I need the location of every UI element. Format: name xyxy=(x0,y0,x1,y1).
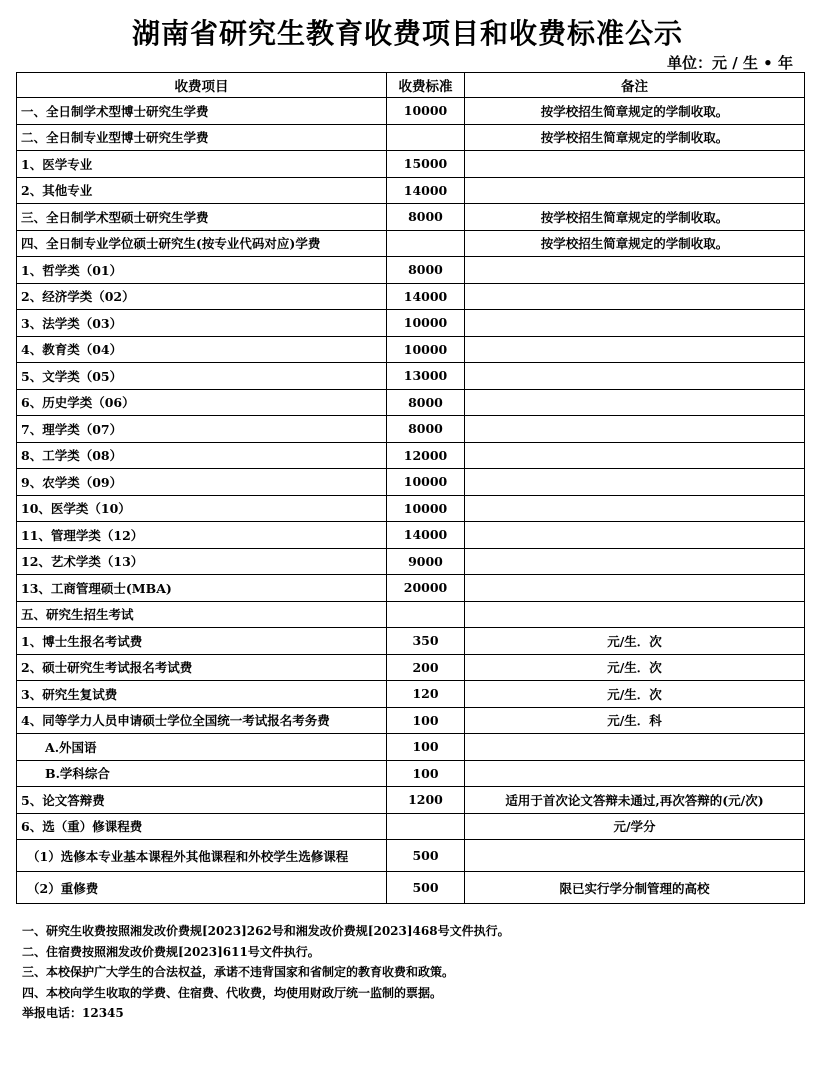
fee-note xyxy=(465,151,805,178)
page-title: 湖南省研究生教育收费项目和收费标准公示 xyxy=(131,17,683,50)
fee-item: 11、管理学类（12） xyxy=(17,522,387,549)
fee-note xyxy=(465,363,805,390)
fee-note: 元/生．次 xyxy=(465,654,805,681)
table-row xyxy=(17,575,805,602)
fee-item: 2、经济学类（02） xyxy=(17,283,387,310)
fee-table xyxy=(16,72,805,904)
table-row xyxy=(17,389,805,416)
table-row xyxy=(17,495,805,522)
fee-item: 6、选（重）修课程费 xyxy=(17,813,387,840)
table-row xyxy=(17,336,805,363)
table-row xyxy=(17,760,805,787)
fee-item: 5、论文答辩费 xyxy=(17,787,387,814)
fee-note xyxy=(465,469,805,496)
fee-standard: 8000 xyxy=(387,416,465,443)
fee-note xyxy=(465,310,805,337)
fee-standard xyxy=(387,813,465,840)
table-row xyxy=(17,310,805,337)
fee-item: 3、法学类（03） xyxy=(17,310,387,337)
fee-standard: 120 xyxy=(387,681,465,708)
fee-item: 5、文学类（05） xyxy=(17,363,387,390)
table-row xyxy=(17,363,805,390)
table-row xyxy=(17,416,805,443)
fee-item: 五、研究生招生考试 xyxy=(17,601,387,628)
fee-item: 2、硕士研究生考试报名考试费 xyxy=(17,654,387,681)
fee-standard: 10000 xyxy=(387,310,465,337)
table-row xyxy=(17,787,805,814)
footnote-3: 三、本校保护广大学生的合法权益，承诺不违背国家和省制定的教育收费和政策。 xyxy=(22,965,455,980)
table-row xyxy=(17,257,805,284)
fee-item: 1、哲学类（01） xyxy=(17,257,387,284)
fee-item: 4、同等学力人员申请硕士学位全国统一考试报名考务费 xyxy=(17,707,387,734)
fee-standard: 9000 xyxy=(387,548,465,575)
fee-standard: 13000 xyxy=(387,363,465,390)
table-row xyxy=(17,98,805,125)
table-row xyxy=(17,548,805,575)
header-item: 收费项目 xyxy=(17,73,387,98)
table-row xyxy=(17,469,805,496)
fee-standard: 14000 xyxy=(387,177,465,204)
fee-note xyxy=(465,283,805,310)
table-row xyxy=(17,230,805,257)
fee-standard: 350 xyxy=(387,628,465,655)
fee-item: 二、全日制专业型博士研究生学费 xyxy=(17,124,387,151)
fee-standard: 8000 xyxy=(387,204,465,231)
table-row xyxy=(17,204,805,231)
fee-item: 1、医学专业 xyxy=(17,151,387,178)
header-note: 备注 xyxy=(465,73,805,98)
fee-item: 10、医学类（10） xyxy=(17,495,387,522)
table-row xyxy=(17,177,805,204)
fee-standard: 500 xyxy=(387,872,465,904)
table-row xyxy=(17,707,805,734)
footnote-2: 二、住宿费按照湘发改价费规[2023]611号文件执行。 xyxy=(22,944,320,959)
table-row xyxy=(17,601,805,628)
fee-standard: 15000 xyxy=(387,151,465,178)
fee-standard: 100 xyxy=(387,734,465,761)
fee-note xyxy=(465,734,805,761)
table-header-row xyxy=(17,73,805,98)
fee-item: 8、工学类（08） xyxy=(17,442,387,469)
fee-item: A.外国语 xyxy=(17,734,387,761)
fee-standard xyxy=(387,230,465,257)
footnote-1: 一、研究生收费按照湘发改价费规[2023]262号和湘发改价费规[2023]468号文件执行。 xyxy=(22,924,510,938)
fee-note xyxy=(465,389,805,416)
footnote-4: 四、本校向学生收取的学费、住宿费、代收费，均使用财政厅统一监制的票据。 xyxy=(22,985,443,1000)
fee-note xyxy=(465,442,805,469)
fee-note xyxy=(465,575,805,602)
fee-item: B.学科综合 xyxy=(17,760,387,787)
fee-item: 三、全日制学术型硕士研究生学费 xyxy=(17,204,387,231)
fee-note xyxy=(465,495,805,522)
fee-note xyxy=(465,548,805,575)
fee-item: 一、全日制学术型博士研究生学费 xyxy=(17,98,387,125)
fee-item: 9、农学类（09） xyxy=(17,469,387,496)
fee-standard: 8000 xyxy=(387,257,465,284)
fee-standard: 100 xyxy=(387,760,465,787)
footnotes xyxy=(22,921,510,1024)
report-hotline: 举报电话：12345 xyxy=(22,1006,124,1021)
fee-note xyxy=(465,416,805,443)
fee-note: 按学校招生简章规定的学制收取。 xyxy=(465,98,805,125)
fee-note: 元/生．科 xyxy=(465,707,805,734)
fee-item: 四、全日制专业学位硕士研究生(按专业代码对应)学费 xyxy=(17,230,387,257)
fee-standard: 10000 xyxy=(387,495,465,522)
fee-note xyxy=(465,760,805,787)
fee-note: 元/生．次 xyxy=(465,681,805,708)
fee-item: 7、理学类（07） xyxy=(17,416,387,443)
fee-item: （2）重修费 xyxy=(17,872,387,904)
table-row xyxy=(17,522,805,549)
fee-standard: 200 xyxy=(387,654,465,681)
fee-standard: 12000 xyxy=(387,442,465,469)
fee-standard: 100 xyxy=(387,707,465,734)
fee-note xyxy=(465,177,805,204)
table-row xyxy=(17,654,805,681)
fee-item: 4、教育类（04） xyxy=(17,336,387,363)
fee-standard: 500 xyxy=(387,840,465,872)
table-row xyxy=(17,840,805,872)
fee-note xyxy=(465,336,805,363)
fee-note: 按学校招生简章规定的学制收取。 xyxy=(465,124,805,151)
unit-label: 单位：元 / 生 • 年 xyxy=(667,54,793,72)
table-row xyxy=(17,813,805,840)
fee-standard xyxy=(387,124,465,151)
fee-item: 12、艺术学类（13） xyxy=(17,548,387,575)
fee-item: 2、其他专业 xyxy=(17,177,387,204)
fee-note xyxy=(465,840,805,872)
table-row xyxy=(17,442,805,469)
fee-note: 适用于首次论文答辩未通过,再次答辩的(元/次) xyxy=(465,787,805,814)
fee-note: 按学校招生简章规定的学制收取。 xyxy=(465,230,805,257)
fee-standard: 8000 xyxy=(387,389,465,416)
table-row xyxy=(17,151,805,178)
fee-note xyxy=(465,601,805,628)
fee-note xyxy=(465,522,805,549)
fee-standard: 20000 xyxy=(387,575,465,602)
fee-item: （1）选修本专业基本课程外其他课程和外校学生选修课程 xyxy=(17,840,387,872)
table-row xyxy=(17,124,805,151)
fee-standard: 1200 xyxy=(387,787,465,814)
table-row xyxy=(17,734,805,761)
fee-item: 6、历史学类（06） xyxy=(17,389,387,416)
fee-note: 按学校招生简章规定的学制收取。 xyxy=(465,204,805,231)
fee-note: 限已实行学分制管理的高校 xyxy=(465,872,805,904)
table-row xyxy=(17,283,805,310)
fee-item: 1、博士生报名考试费 xyxy=(17,628,387,655)
fee-standard: 10000 xyxy=(387,336,465,363)
table-row xyxy=(17,872,805,904)
table-row xyxy=(17,628,805,655)
fee-item: 13、工商管理硕士(MBA) xyxy=(17,575,387,602)
fee-note: 元/生．次 xyxy=(465,628,805,655)
fee-note xyxy=(465,257,805,284)
fee-item: 3、研究生复试费 xyxy=(17,681,387,708)
table-row xyxy=(17,681,805,708)
fee-standard: 14000 xyxy=(387,522,465,549)
header-standard: 收费标准 xyxy=(387,73,465,98)
fee-standard: 10000 xyxy=(387,98,465,125)
fee-standard: 14000 xyxy=(387,283,465,310)
fee-note: 元/学分 xyxy=(465,813,805,840)
fee-standard: 10000 xyxy=(387,469,465,496)
fee-standard xyxy=(387,601,465,628)
